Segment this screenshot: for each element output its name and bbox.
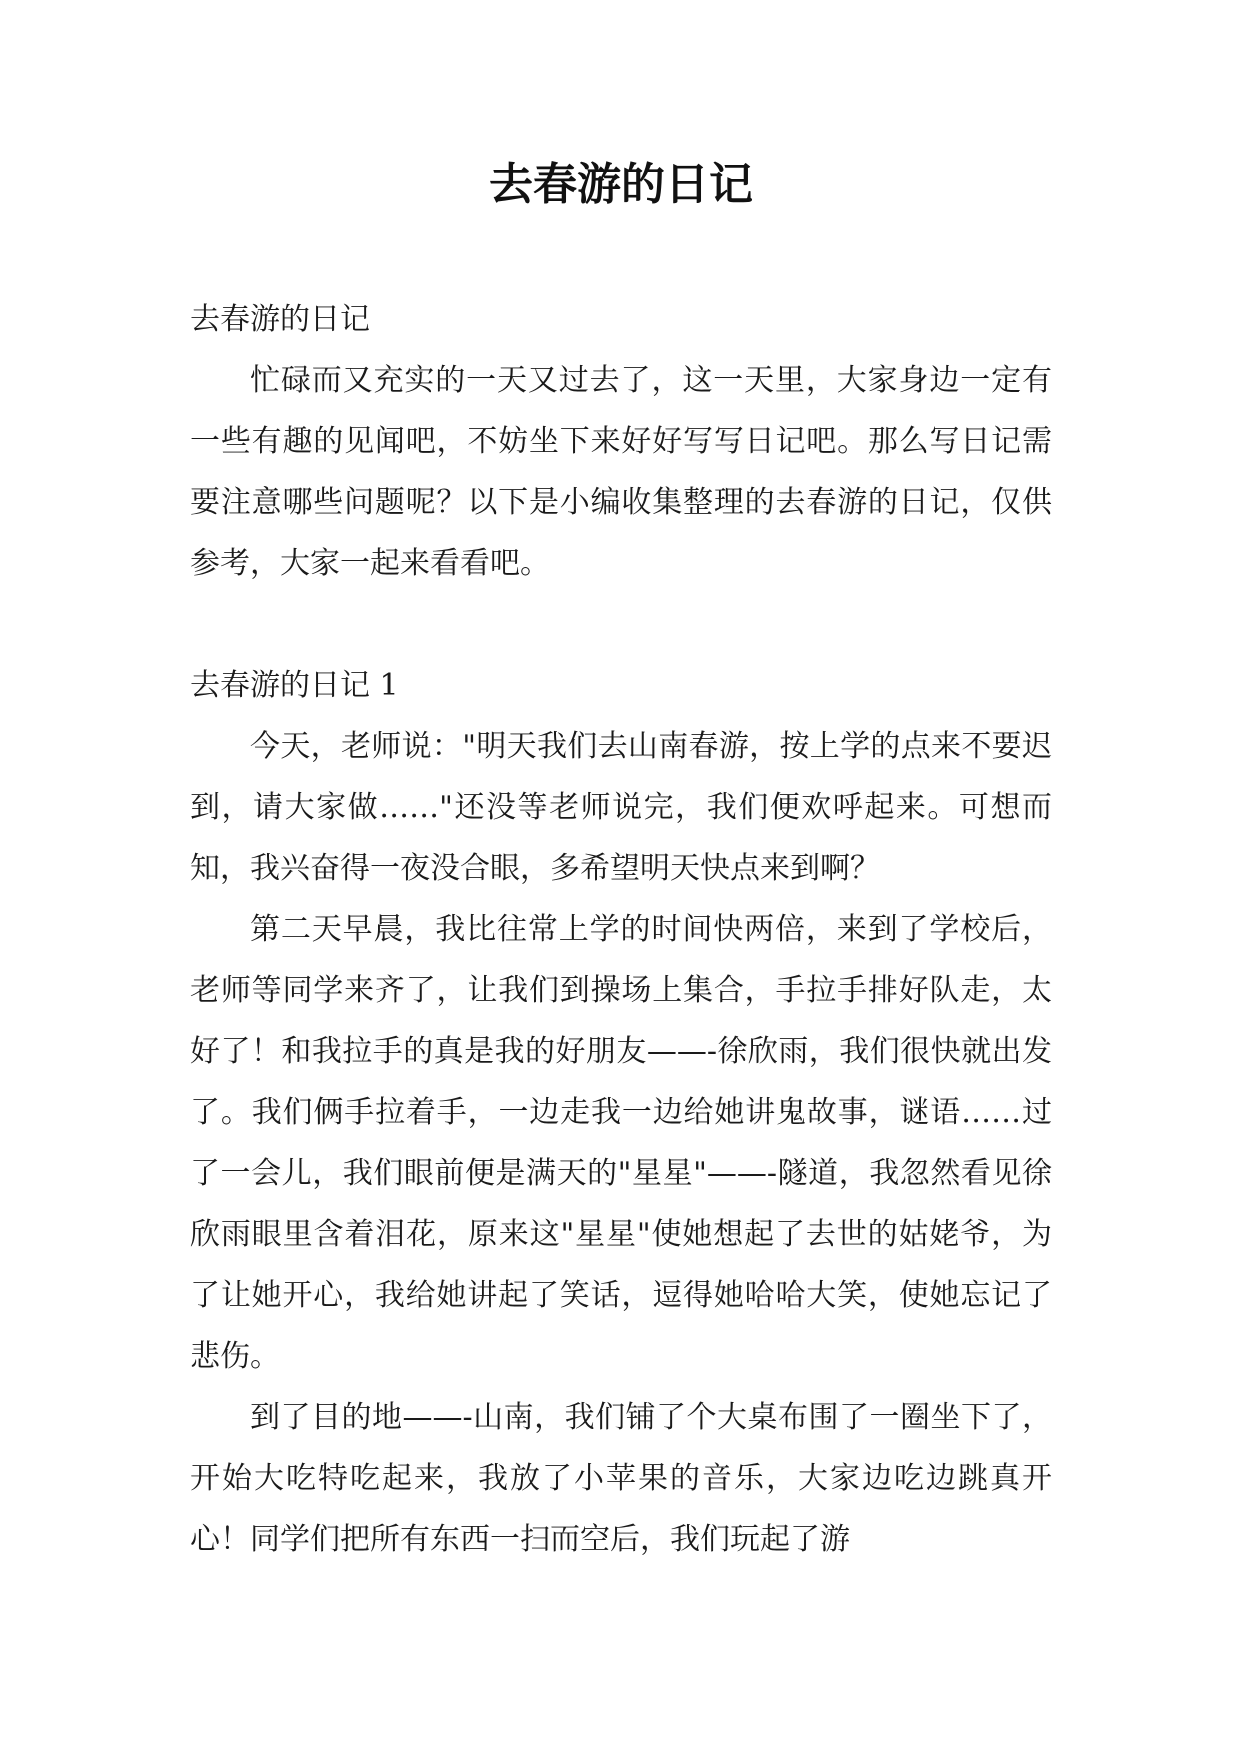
document-page	[190, 0, 1052, 1754]
diary-1-heading: 去春游的日记 1	[190, 668, 399, 703]
intro-paragraph: 忙碌而又充实的一天又过去了，这一天里，大家身边一定有一些有趣的见闻吧，不妨坐下来好好写写日记吧。那么写日记需要注意哪些问题呢？以下是小编收集整理的去春游的日记，仅供参考，大家一起来看看吧。	[190, 363, 1052, 581]
diary-1-paragraph-2: 第二天早晨，我比往常上学的时间快两倍，来到了学校后，老师等同学来齐了，让我们到操场上集合，手拉手排好队走，太好了！和我拉手的真是我的好朋友——-徐欣雨，我们很快就出发了。我们俩手拉着手，一边走我一边给她讲鬼故事，谜语……过了一会儿，我们眼前便是满天的"星星"——-隧道，我忽然看见徐欣雨眼里含着泪花，原来这"星星"使她想起了去世的姑姥爷，为了让她开心，我给她讲起了笑话，逗得她哈哈大笑，使她忘记了悲伤。	[190, 912, 1052, 1374]
intro-heading: 去春游的日记	[190, 302, 370, 337]
diary-1-paragraph-1: 今天，老师说："明天我们去山南春游，按上学的点来不要迟到，请大家做……"还没等老师说完，我们便欢呼起来。可想而知，我兴奋得一夜没合眼，多希望明天快点来到啊？	[190, 729, 1052, 886]
document-body	[190, 289, 1052, 1570]
diary-1-paragraph-3: 到了目的地——-山南，我们铺了个大桌布围了一圈坐下了，开始大吃特吃起来，我放了小苹果的音乐，大家边吃边跳真开心！同学们把所有东西一扫而空后，我们玩起了游	[190, 1400, 1052, 1557]
section-spacer	[190, 594, 1052, 655]
document-title: 去春游的日记	[489, 159, 753, 210]
